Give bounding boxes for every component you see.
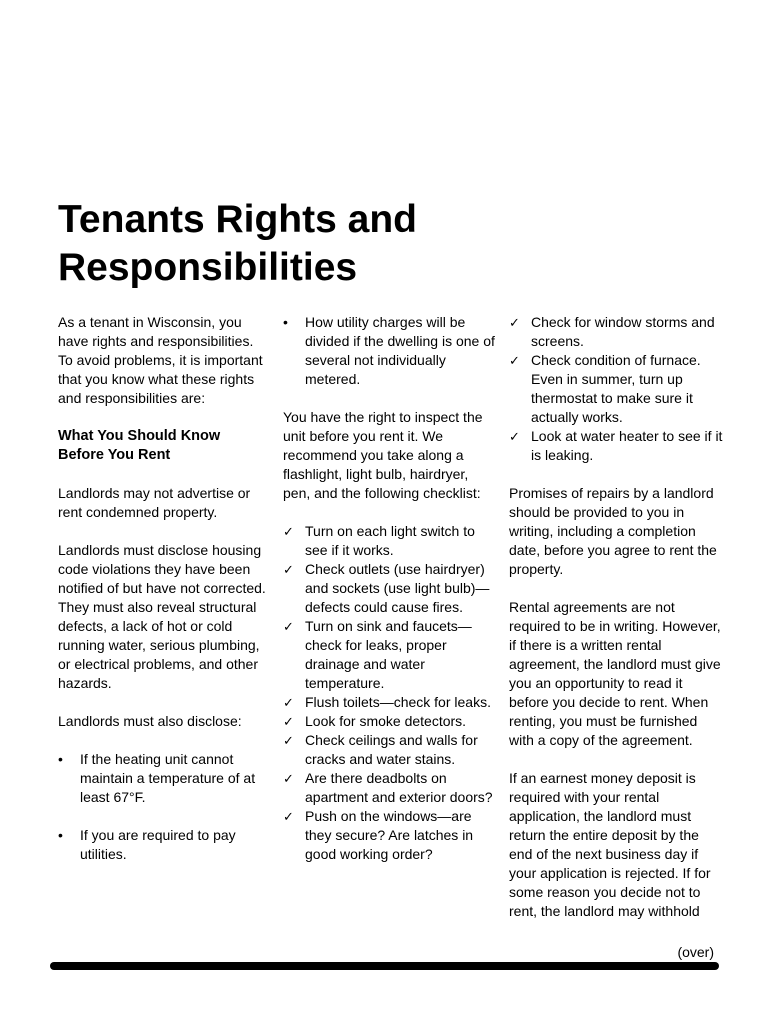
column-1: [58, 313, 268, 883]
checklist-item: ✓ Turn on each light switch to see if it works.: [283, 523, 475, 558]
list-item: • If you are required to pay utilities.: [58, 827, 236, 862]
checkmark-icon: ✓: [509, 315, 520, 330]
paragraph-inspect: You have the right to inspect the unit before you rent it. We recommend you take along a flashlight, light bulb, hairdryer, pen, and the following checklist:: [283, 409, 483, 501]
checkmark-icon: ✓: [283, 695, 294, 710]
inspection-checklist: [283, 522, 498, 864]
checkmark-icon: ✓: [283, 809, 294, 824]
checkmark-icon: ✓: [283, 714, 294, 729]
paragraph-disclose: Landlords must also disclose:: [58, 713, 242, 729]
paragraph-violations: Landlords must disclose housing code violations they have been notified of but have not corrected. They must also reveal structural defects, a lack of hot or cold running water, serious plumbing, or electrical problems, and other hazards.: [58, 542, 266, 691]
checklist-item: ✓ Look for smoke detectors.: [283, 713, 467, 729]
paragraph-condemned: Landlords may not advertise or rent condemned property.: [58, 485, 251, 520]
checkmark-icon: ✓: [509, 353, 520, 368]
page-title: [58, 196, 417, 292]
title-line-1: Tenants Rights and: [58, 198, 417, 241]
checklist-item: ✓ Flush toilets—check for leaks.: [283, 694, 491, 710]
paragraph-agreements: Rental agreements are not required to be in writing. However, if there is a written rental agreement, the landlord must give you an opportunity to read it before you decide to rent. When renting, you must be furnished with a copy of the agreement.: [509, 599, 721, 748]
checkmark-icon: ✓: [283, 771, 294, 786]
paragraph-repairs: Promises of repairs by a landlord should be provided to you in writing, including a completion date, before you agree to rent the property.: [509, 485, 717, 577]
section-heading: What You Should Know Before You Rent: [58, 428, 221, 463]
list-item: • How utility charges will be divided if the dwelling is one of several not individually metered.: [283, 314, 495, 387]
checklist-item: ✓ Check outlets (use hairdryer) and sockets (use light bulb)—defects could cause fires.: [283, 561, 490, 615]
paragraph-deposit: If an earnest money deposit is required with your rental application, the landlord must return the entire deposit by the end of the next business day if your application is rejected. If for some reason you decide not to rent, the landlord may withhold: [509, 770, 711, 919]
checklist-item: ✓ Push on the windows—are they secure? Are latches in good working order?: [283, 808, 474, 862]
intro-paragraph: As a tenant in Wisconsin, you have rights and responsibilities. To avoid problems, it is important that you know what these rights and responsibilities are:: [58, 314, 263, 406]
checkmark-icon: ✓: [283, 524, 294, 539]
column-2: [283, 313, 498, 883]
checklist-item: ✓ Check ceilings and walls for cracks and water stains.: [283, 732, 478, 767]
inspection-checklist-continued: [509, 313, 724, 465]
utility-list: [283, 313, 498, 389]
checkmark-icon: ✓: [283, 562, 294, 577]
list-item: • If the heating unit cannot maintain a temperature of at least 67°F.: [58, 751, 256, 805]
checkmark-icon: ✓: [283, 733, 294, 748]
checklist-item: ✓ Check condition of furnace. Even in summer, turn up thermostat to make sure it actually works.: [509, 352, 701, 425]
disclose-list: [58, 750, 268, 864]
checklist-item: ✓ Look at water heater to see if it is leaking.: [509, 428, 723, 463]
over-label: (over): [677, 944, 714, 960]
checkmark-icon: ✓: [283, 619, 294, 634]
column-3: [509, 313, 724, 940]
checklist-item: ✓ Turn on sink and faucets—check for leaks, proper drainage and water temperature.: [283, 618, 472, 691]
bullet-icon: •: [58, 751, 63, 767]
bullet-icon: •: [283, 314, 288, 330]
title-line-2: Responsibilities: [58, 246, 358, 289]
checkmark-icon: ✓: [509, 429, 520, 444]
bullet-icon: •: [58, 827, 63, 843]
checklist-item: ✓ Are there deadbolts on apartment and exterior doors?: [283, 770, 493, 805]
checklist-item: ✓ Check for window storms and screens.: [509, 314, 715, 349]
footer-rule: [50, 962, 719, 970]
